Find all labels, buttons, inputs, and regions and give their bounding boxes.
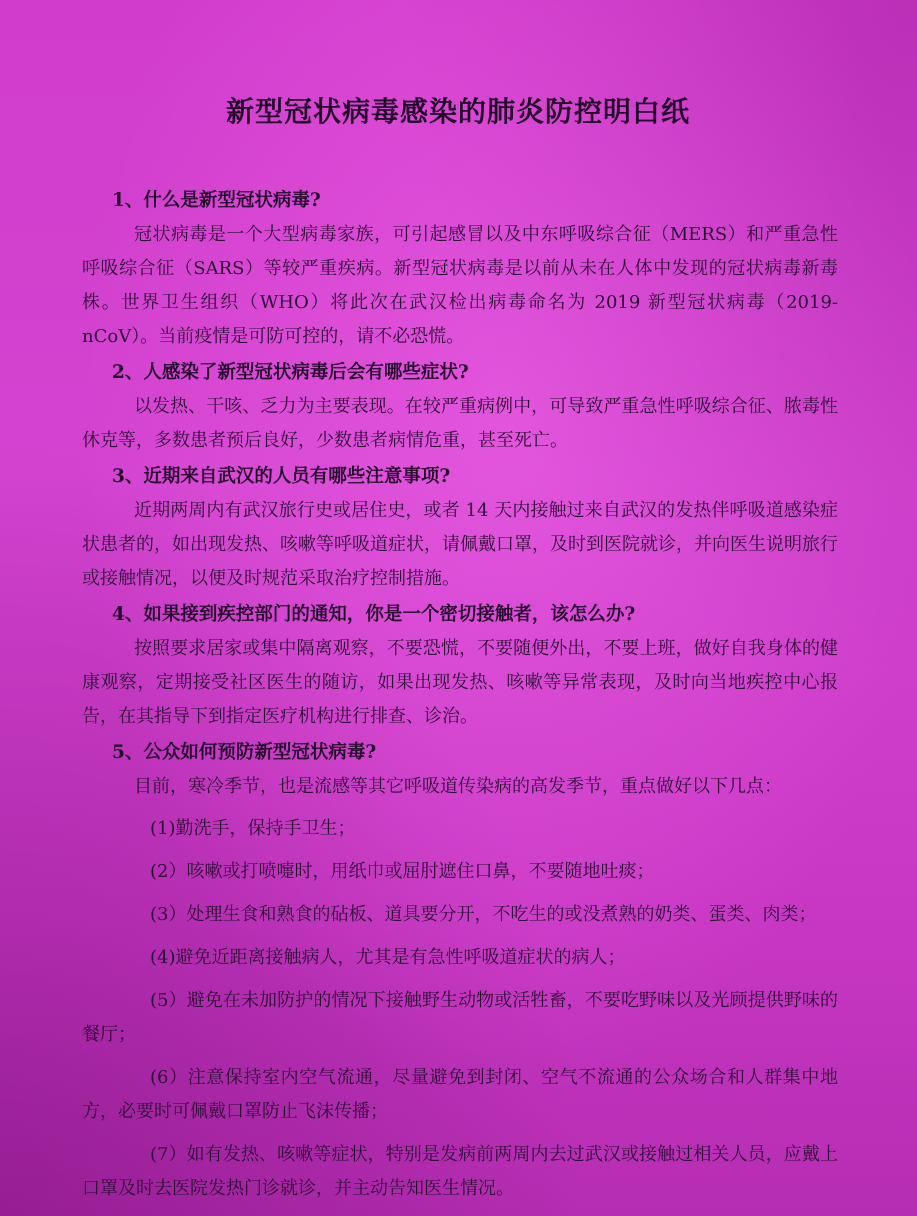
list-item: (2）咳嗽或打喷嚏时，用纸巾或屈肘遮住口鼻，不要随地吐痰；: [150, 861, 655, 882]
list-item: (7）如有发热、咳嗽等症状，特别是发病前两周内去过武汉或接触过相关人员，应戴上口罩及时去医院发热门诊就诊，并主动告知医生情况。: [82, 1144, 838, 1199]
section-2-heading: 2、人感染了新型冠状病毒后会有哪些症状?: [112, 362, 469, 383]
prevention-list: [58, 812, 838, 1206]
section-3-heading: 3、近期来自武汉的人员有哪些注意事项?: [112, 466, 451, 487]
leaflet: [58, 60, 838, 1206]
list-item: (1)勤洗手，保持手卫生；: [150, 818, 356, 839]
list-item: (4)避免近距离接触病人，尤其是有急性呼吸道症状的病人；: [150, 947, 626, 968]
section-5-body: 目前，寒冷季节，也是流感等其它呼吸道传染病的高发季节，重点做好以下几点：: [134, 776, 782, 797]
section-1-heading: 1、什么是新型冠状病毒?: [112, 190, 321, 211]
list-item: (6）注意保持室内空气流通，尽量避免到封闭、空气不流通的公众场合和人群集中地方，必要时可佩戴口罩防止飞沫传播；: [82, 1067, 838, 1122]
section-4-body: 按照要求居家或集中隔离观察，不要恐慌，不要随便外出，不要上班，做好自我身体的健康观察，定期接受社区医生的随访，如果出现发热、咳嗽等异常表现，及时向当地疾控中心报告，在其指导下到指定医疗机构进行排查、诊治。: [82, 638, 838, 727]
section-5-heading: 5、公众如何预防新型冠状病毒?: [112, 742, 377, 763]
section-2-body: 以发热、干咳、乏力为主要表现。在较严重病例中，可导致严重急性呼吸综合征、脓毒性休克等，多数患者预后良好，少数患者病情危重，甚至死亡。: [82, 396, 838, 451]
leaflet-title: 新型冠状病毒感染的肺炎防控明白纸: [225, 95, 690, 128]
list-item: (5）避免在未加防护的情况下接触野生动物或活牲畜，不要吃野味以及光顾提供野味的餐厅；: [82, 990, 838, 1045]
section-3-body: 近期两周内有武汉旅行史或居住史，或者 14 天内接触过来自武汉的发热伴呼吸道感染症状患者的，如出现发热、咳嗽等呼吸道症状，请佩戴口罩，及时到医院就诊，并向医生说明旅行或接触情况，以便及时规范采取治疗控制措施。: [82, 500, 838, 589]
section-4-heading: 4、如果接到疾控部门的通知，你是一个密切接触者，该怎么办?: [112, 604, 636, 625]
section-1-body: 冠状病毒是一个大型病毒家族，可引起感冒以及中东呼吸综合征（MERS）和严重急性呼吸综合征（SARS）等较严重疾病。新型冠状病毒是以前从未在人体中发现的冠状病毒新毒株。世界卫生组织（WHO）将此次在武汉检出病毒命名为 2019 新型冠状病毒（2019-nCoV）。当前疫情是可防可控的，请不必恐慌。: [82, 224, 838, 347]
list-item: (3）处理生食和熟食的砧板、道具要分开，不吃生的或没煮熟的奶类、蛋类、肉类；: [150, 904, 817, 925]
